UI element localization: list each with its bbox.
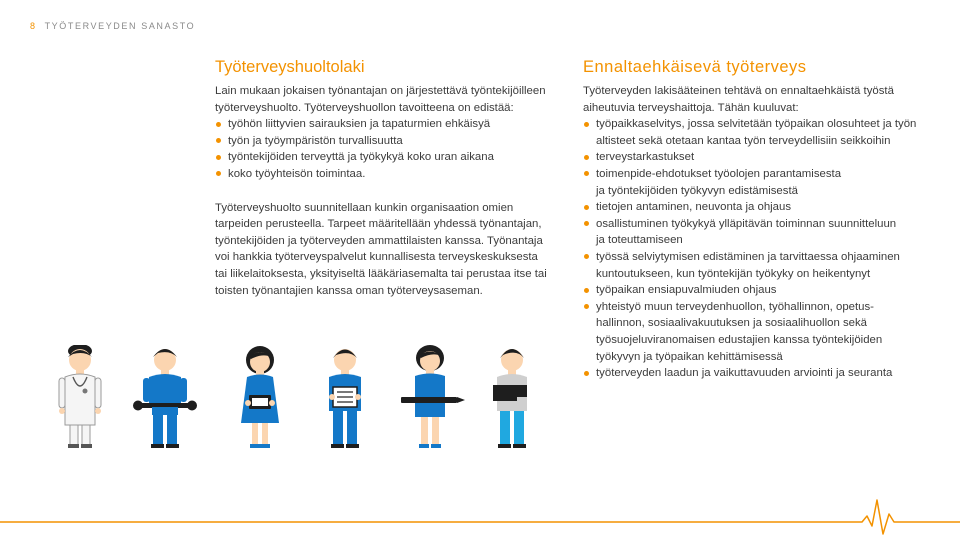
list-item-line: työsuojeluviranomaisen edustajien kanssa työntekijöiden: [596, 333, 883, 346]
left-column: [215, 58, 560, 299]
paragraph-line: voi hankkia työterveyspalvelut kunnallisesta terveyskeskuksesta: [215, 251, 538, 264]
page-number: 8: [30, 21, 37, 31]
list-item-line: kuntoutukseen, kun työntekijän työkyky on heikentynyt: [596, 267, 871, 280]
left-bullet-list: [215, 116, 560, 182]
right-column: [583, 58, 935, 382]
list-item: [583, 199, 935, 216]
paragraph-line: toisten työnantajien kanssa oman työterveysaseman.: [215, 284, 483, 297]
list-item-line: osallistuminen työkykyä ylläpitävän toiminnan suunnitteluun: [596, 217, 897, 230]
worker-wrench-figure-icon: [133, 349, 197, 448]
list-item: [583, 166, 935, 199]
paragraph-line: tarpeiden perusteella. Tarpeet määritellään yhdessä työnantajan,: [215, 218, 542, 231]
heartbeat-line-icon: [0, 496, 960, 536]
list-item: työhön liittyvien sairauksien ja tapaturmien ehkäisyä: [215, 116, 560, 133]
list-item-line: toimenpide-ehdotukset työolojen parantamisesta: [596, 167, 842, 180]
list-item-line: altisteet sekä otetaan kantaa työn terveydellisiin seikkoihin: [596, 134, 891, 147]
list-item: työntekijöiden terveyttä ja työkykyä koko uran aikana: [215, 149, 560, 166]
section-title: TYÖTERVEYDEN SANASTO: [44, 21, 196, 31]
page-header: [30, 21, 195, 31]
list-item-line: yhteistyö muun terveydenhuollon, työhallinnon, opetus-: [596, 300, 874, 313]
list-item-line: ja työntekijöiden työkyvyn edistämisestä: [596, 184, 798, 197]
woman-tablet-figure-icon: [241, 346, 279, 448]
list-item-line: työssä selviytymisen edistäminen ja tarvittaessa ohjaaminen: [596, 250, 900, 263]
right-heading: Ennaltaehkäisevä työterveys: [583, 58, 807, 76]
left-intro-line: Lain mukaan jokaisen työnantajan on järjestettävä työntekijöilleen: [215, 85, 546, 97]
list-item-line: työpaikkaselvitys, jossa selvitetään työpaikan olosuhteet ja työn: [596, 118, 917, 131]
list-item: [583, 365, 935, 382]
paragraph-line: työntekijöiden ja työterveyden ammattilaisten kanssa. Työnantaja: [215, 234, 543, 247]
list-item: työn ja työympäristön turvallisuutta: [215, 133, 560, 150]
list-item-line: terveystarkastukset: [596, 151, 695, 164]
man-checklist-figure-icon: [329, 349, 361, 448]
doctor-figure-icon: [59, 345, 101, 448]
left-heading: Työterveyshuoltolaki: [215, 58, 365, 76]
right-intro-line: Työterveyden lakisääteinen tehtävä on ennaltaehkäistä työstä: [583, 85, 894, 97]
list-item: [583, 149, 935, 166]
list-item: [583, 299, 935, 365]
paragraph-line: Työterveyshuolto suunnitellaan kunkin organisaation omien: [215, 201, 514, 214]
list-item: [583, 216, 935, 249]
list-item: [583, 116, 935, 149]
left-intro: [215, 83, 560, 116]
right-bullet-list: [583, 116, 935, 382]
right-intro: [583, 83, 935, 116]
left-intro-line: työterveyshuolto. Työterveyshuollon tavoitteena on edistää:: [215, 101, 514, 114]
list-item: koko työyhteisön toimintaa.: [215, 166, 560, 183]
list-item-line: tietojen antaminen, neuvonta ja ohjaus: [596, 201, 792, 214]
list-item-line: työkyvyn ja työpaikan kehittämisessä: [596, 350, 783, 363]
people-illustration: [55, 345, 535, 455]
list-item-line: hallinnon, sosiaalivakuutuksen ja sosiaalihuollon sekä: [596, 317, 868, 330]
list-item-line: työterveyden laadun ja vaikuttavuuden arviointi ja seuranta: [596, 367, 893, 380]
woman-pencil-figure-icon: [401, 345, 465, 448]
man-laptop-figure-icon: [493, 349, 527, 448]
list-item: [583, 249, 935, 282]
list-item-line: työpaikan ensiapuvalmiuden ohjaus: [596, 284, 777, 297]
left-paragraph: [215, 200, 560, 300]
right-intro-line: aiheutuvia terveyshaittoja. Tähän kuuluvat:: [583, 101, 799, 114]
paragraph-line: tai liikelaitoksesta, yksityiseltä lääkäriasemalta tai perustaa itse tai: [215, 267, 547, 280]
list-item-line: ja toteuttamiseen: [596, 234, 683, 247]
list-item: [583, 282, 935, 299]
